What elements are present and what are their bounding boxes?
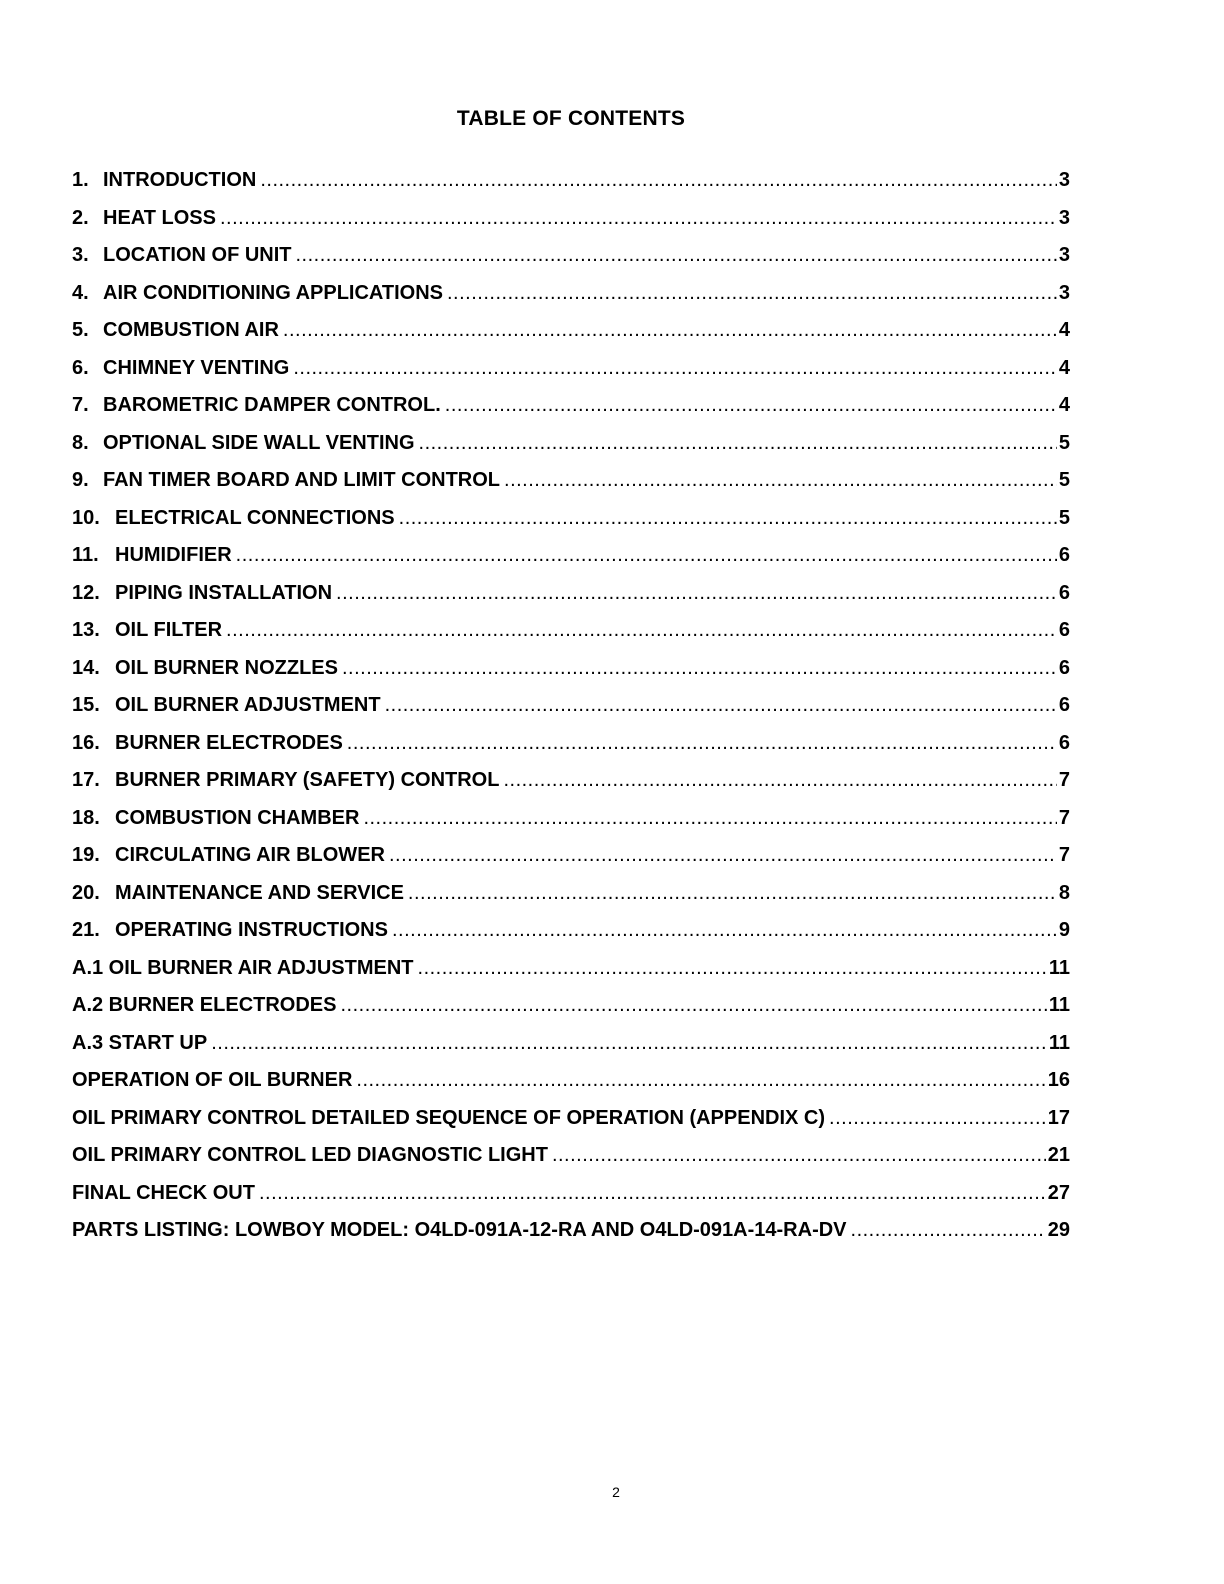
toc-entry-page: 17 bbox=[1047, 1106, 1070, 1129]
toc-entry[interactable] bbox=[72, 657, 1070, 695]
toc-entry-number: 19. bbox=[72, 844, 100, 866]
toc-entry-title: OIL PRIMARY CONTROL DETAILED SEQUENCE OF OPERATION (APPENDIX C) bbox=[72, 1106, 826, 1129]
toc-entry-title: FINAL CHECK OUT bbox=[72, 1181, 255, 1204]
toc-entry[interactable] bbox=[72, 244, 1070, 282]
toc-entry[interactable] bbox=[72, 694, 1070, 732]
toc-entry-title: HEAT LOSS bbox=[103, 206, 216, 229]
toc-entry[interactable] bbox=[72, 394, 1070, 432]
toc-entry-page: 27 bbox=[1047, 1181, 1070, 1204]
toc-dot-leader bbox=[829, 1107, 1046, 1130]
toc-dot-leader bbox=[447, 282, 1057, 305]
toc-dot-leader bbox=[363, 807, 1056, 830]
toc-entry-number: 16. bbox=[72, 731, 100, 754]
toc-entry[interactable] bbox=[72, 957, 1070, 995]
toc-entry-page: 16 bbox=[1047, 1069, 1070, 1091]
toc-entry-page: 6 bbox=[1058, 581, 1070, 604]
toc-entry-page: 3 bbox=[1058, 244, 1070, 266]
toc-entry-page: 6 bbox=[1058, 619, 1070, 641]
toc-entry-title: PIPING INSTALLATION bbox=[115, 581, 333, 604]
toc-entry-title: A.3 START UP bbox=[72, 1031, 208, 1054]
toc-dot-leader bbox=[236, 544, 1057, 567]
toc-entry-number: 20. bbox=[72, 881, 100, 904]
toc-entry[interactable] bbox=[72, 432, 1070, 470]
toc-entry-page: 4 bbox=[1058, 356, 1070, 379]
toc-entry-title: INTRODUCTION bbox=[103, 169, 257, 191]
toc-entry-page: 6 bbox=[1058, 544, 1070, 566]
toc-entry[interactable] bbox=[72, 357, 1070, 395]
toc-entry-number: 18. bbox=[72, 806, 100, 829]
toc-dot-leader bbox=[211, 1032, 1047, 1055]
toc-entry-title: OIL BURNER NOZZLES bbox=[115, 656, 338, 679]
toc-entry[interactable] bbox=[72, 769, 1070, 807]
toc-dot-leader bbox=[389, 844, 1057, 867]
toc-entry-title: HUMIDIFIER bbox=[115, 544, 232, 566]
toc-entry-title: A.1 OIL BURNER AIR ADJUSTMENT bbox=[72, 956, 414, 979]
toc-entry[interactable] bbox=[72, 919, 1070, 957]
toc-entry[interactable] bbox=[72, 1219, 1070, 1257]
toc-entry-page: 7 bbox=[1058, 769, 1070, 791]
toc-dot-leader bbox=[293, 357, 1057, 380]
toc-entry[interactable] bbox=[72, 1069, 1070, 1107]
toc-entry-number: 13. bbox=[72, 619, 100, 641]
toc-entry-page: 6 bbox=[1058, 731, 1070, 754]
toc-entry[interactable] bbox=[72, 1032, 1070, 1070]
toc-entry-title: LOCATION OF UNIT bbox=[103, 244, 292, 266]
toc-dot-leader bbox=[419, 432, 1057, 455]
toc-entry[interactable] bbox=[72, 1107, 1070, 1145]
toc-entry-number: 21. bbox=[72, 919, 100, 941]
toc-dot-leader bbox=[385, 694, 1057, 717]
toc-dot-leader bbox=[851, 1219, 1046, 1242]
toc-entry-number: 8. bbox=[72, 431, 89, 454]
toc-entry-title: CHIMNEY VENTING bbox=[103, 356, 290, 379]
toc-entry-number: 17. bbox=[72, 769, 100, 791]
toc-entry-page: 3 bbox=[1058, 169, 1070, 191]
toc-dot-leader bbox=[392, 919, 1057, 942]
toc-dot-leader bbox=[503, 769, 1056, 792]
toc-entry-title: COMBUSTION AIR bbox=[103, 319, 279, 341]
toc-entry-page: 7 bbox=[1058, 844, 1070, 866]
toc-dot-leader bbox=[260, 169, 1057, 192]
toc-entry-title: A.2 BURNER ELECTRODES bbox=[72, 994, 337, 1016]
toc-entry[interactable] bbox=[72, 207, 1070, 245]
toc-entry[interactable] bbox=[72, 469, 1070, 507]
toc-dot-leader bbox=[399, 507, 1057, 530]
toc-dot-leader bbox=[340, 994, 1046, 1017]
toc-entry-title: MAINTENANCE AND SERVICE bbox=[115, 881, 404, 904]
toc-entry-page: 29 bbox=[1047, 1219, 1070, 1241]
toc-entry[interactable] bbox=[72, 544, 1070, 582]
toc-entry-page: 3 bbox=[1058, 281, 1070, 304]
toc-entry-page: 11 bbox=[1048, 1031, 1070, 1054]
toc-entry[interactable] bbox=[72, 732, 1070, 770]
toc-entry-title: OPERATING INSTRUCTIONS bbox=[115, 919, 388, 941]
toc-dot-leader bbox=[296, 244, 1057, 267]
page-title: TABLE OF CONTENTS bbox=[456, 107, 686, 130]
toc-entry-title: BURNER ELECTRODES bbox=[115, 731, 343, 754]
toc-entry-title: AIR CONDITIONING APPLICATIONS bbox=[103, 281, 443, 304]
toc-entry-title: OIL BURNER ADJUSTMENT bbox=[115, 694, 381, 716]
toc-entry-page: 4 bbox=[1058, 319, 1070, 341]
toc-entry-title: OPTIONAL SIDE WALL VENTING bbox=[103, 431, 415, 454]
table-of-contents bbox=[72, 169, 1070, 1257]
toc-entry-page: 3 bbox=[1058, 206, 1070, 229]
toc-entry-number: 1. bbox=[72, 169, 89, 191]
toc-entry-title: FAN TIMER BOARD AND LIMIT CONTROL bbox=[103, 469, 501, 491]
toc-entry-number: 5. bbox=[72, 319, 89, 341]
toc-entry[interactable] bbox=[72, 807, 1070, 845]
toc-entry-number: 11. bbox=[72, 544, 99, 566]
toc-entry[interactable] bbox=[72, 994, 1070, 1032]
toc-dot-leader bbox=[259, 1182, 1046, 1205]
page-number: 2 bbox=[612, 1484, 620, 1500]
toc-entry-number: 10. bbox=[72, 506, 100, 529]
toc-entry[interactable] bbox=[72, 282, 1070, 320]
toc-entry-number: 6. bbox=[72, 356, 89, 379]
toc-entry-number: 7. bbox=[72, 394, 89, 416]
toc-entry[interactable] bbox=[72, 882, 1070, 920]
toc-entry-number: 3. bbox=[72, 244, 89, 266]
toc-dot-leader bbox=[342, 657, 1057, 680]
toc-dot-leader bbox=[418, 957, 1047, 980]
toc-entry-number: 15. bbox=[72, 694, 100, 716]
toc-entry-page: 7 bbox=[1058, 806, 1070, 829]
toc-entry[interactable] bbox=[72, 844, 1070, 882]
toc-entry-title: OIL FILTER bbox=[115, 619, 223, 641]
toc-entry-title: OIL PRIMARY CONTROL LED DIAGNOSTIC LIGHT bbox=[72, 1144, 548, 1166]
toc-entry-number: 12. bbox=[72, 581, 100, 604]
toc-entry-page: 11 bbox=[1048, 956, 1070, 979]
toc-dot-leader bbox=[408, 882, 1057, 905]
toc-entry-title: CIRCULATING AIR BLOWER bbox=[115, 844, 385, 866]
toc-entry[interactable] bbox=[72, 619, 1070, 657]
toc-entry-page: 21 bbox=[1047, 1144, 1070, 1166]
toc-dot-leader bbox=[336, 582, 1057, 605]
toc-entry-title: BAROMETRIC DAMPER CONTROL. bbox=[103, 394, 441, 416]
toc-entry-title: OPERATION OF OIL BURNER bbox=[72, 1069, 353, 1091]
toc-dot-leader bbox=[347, 732, 1057, 755]
toc-entry[interactable] bbox=[72, 1182, 1070, 1220]
toc-entry-page: 5 bbox=[1058, 431, 1070, 454]
toc-entry-number: 9. bbox=[72, 469, 89, 491]
toc-dot-leader bbox=[226, 619, 1057, 642]
toc-entry-title: ELECTRICAL CONNECTIONS bbox=[115, 506, 395, 529]
toc-dot-leader bbox=[552, 1144, 1046, 1167]
toc-entry-title: BURNER PRIMARY (SAFETY) CONTROL bbox=[115, 769, 500, 791]
toc-entry[interactable] bbox=[72, 169, 1070, 207]
toc-entry-page: 9 bbox=[1058, 919, 1070, 941]
toc-dot-leader bbox=[283, 319, 1057, 342]
toc-entry-page: 8 bbox=[1058, 881, 1070, 904]
toc-entry-page: 5 bbox=[1058, 469, 1070, 491]
toc-dot-leader bbox=[220, 207, 1057, 230]
toc-entry[interactable] bbox=[72, 582, 1070, 620]
toc-dot-leader bbox=[356, 1069, 1045, 1092]
toc-entry-title: COMBUSTION CHAMBER bbox=[115, 806, 360, 829]
toc-entry-page: 11 bbox=[1048, 994, 1070, 1016]
toc-entry[interactable] bbox=[72, 319, 1070, 357]
toc-entry-page: 6 bbox=[1058, 656, 1070, 679]
toc-entry-number: 4. bbox=[72, 281, 89, 304]
toc-entry[interactable] bbox=[72, 507, 1070, 545]
toc-entry[interactable] bbox=[72, 1144, 1070, 1182]
toc-entry-number: 14. bbox=[72, 656, 100, 679]
toc-entry-number: 2. bbox=[72, 206, 89, 229]
toc-entry-title: PARTS LISTING: LOWBOY MODEL: O4LD-091A-12-RA AND O4LD-091A-14-RA-DV bbox=[72, 1219, 847, 1241]
toc-entry-page: 5 bbox=[1058, 506, 1070, 529]
toc-entry-page: 6 bbox=[1058, 694, 1070, 716]
toc-dot-leader bbox=[504, 469, 1057, 492]
toc-entry-page: 4 bbox=[1058, 394, 1070, 416]
toc-dot-leader bbox=[445, 394, 1057, 417]
